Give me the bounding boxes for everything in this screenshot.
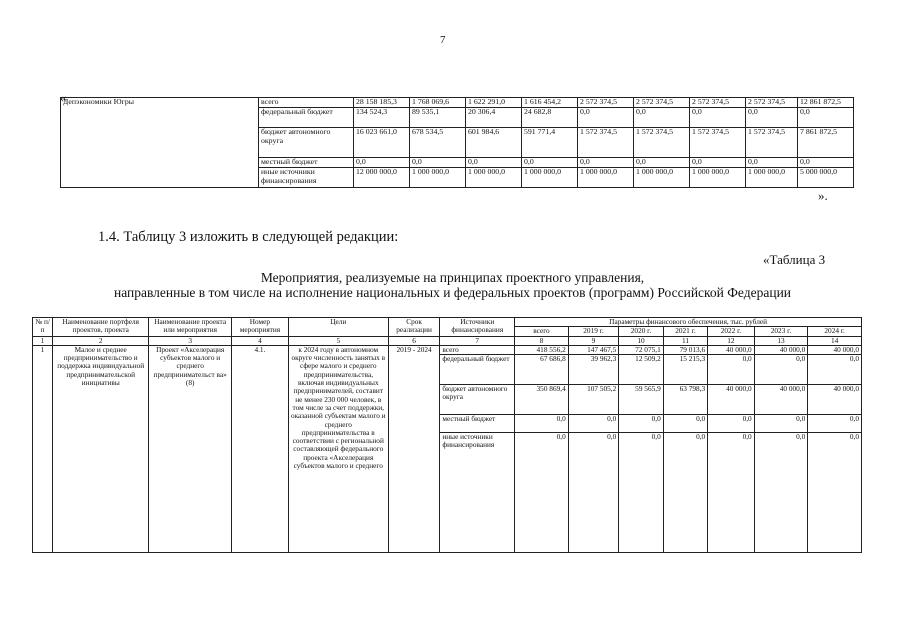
source-label: местный бюджет xyxy=(440,415,515,433)
header-sources: Источники финансирования xyxy=(440,318,515,337)
value-cell: 0,0 xyxy=(515,433,569,553)
portfolio-cell: Малое и среднее предпринимательство и поддержка индивидуальной предпринимательской инициативы xyxy=(53,345,149,552)
column-number: 3 xyxy=(149,336,232,345)
value-cell: 7 861 872,5 xyxy=(798,128,854,158)
header-period: Срок реализации xyxy=(388,318,440,337)
value-cell: 0,0 xyxy=(522,158,578,168)
value-cell: 678 534,5 xyxy=(410,128,466,158)
value-cell: 0,0 xyxy=(354,158,410,168)
value-cell: 28 158 185,3 xyxy=(354,98,410,108)
table-3 xyxy=(32,317,862,553)
value-cell: 1 000 000,0 xyxy=(410,168,466,188)
value-cell: 0,0 xyxy=(619,415,663,433)
value-cell: 0,0 xyxy=(798,158,854,168)
header-params: Параметры финансового обеспечения, тыс. рублей xyxy=(515,318,862,327)
value-cell: 0,0 xyxy=(808,433,862,553)
header-num: № п/п xyxy=(33,318,53,337)
value-cell: 1 000 000,0 xyxy=(578,168,634,188)
value-cell: 89 535,1 xyxy=(410,108,466,128)
value-cell: 0,0 xyxy=(568,433,619,553)
value-cell: 40 000,0 xyxy=(754,345,808,354)
value-cell: 1 622 291,0 xyxy=(466,98,522,108)
value-cell: 15 215,3 xyxy=(663,355,707,385)
value-cell: 0,0 xyxy=(754,433,808,553)
quote-open: « xyxy=(60,90,67,105)
org-cell: Депэкономики Югры xyxy=(61,98,259,188)
value-cell: 39 962,3 xyxy=(568,355,619,385)
table-title-line2: направленные в том числе на исполнение национальных и федеральных проектов (программ) Российской Федерации xyxy=(113,285,792,300)
previous-table-fragment xyxy=(60,97,854,188)
header-project: Наименование проекта или мероприятия xyxy=(149,318,232,337)
header-total: всего xyxy=(515,327,569,336)
value-cell: 0,0 xyxy=(754,415,808,433)
value-cell: 40 000,0 xyxy=(808,345,862,354)
value-cell: 0,0 xyxy=(798,108,854,128)
value-cell: 1 768 069,6 xyxy=(410,98,466,108)
source-label: федеральный бюджет xyxy=(440,355,515,385)
header-portfolio: Наименование портфеля проектов, проекта xyxy=(53,318,149,337)
value-cell: 63 798,3 xyxy=(663,385,707,415)
goals-cell: к 2024 году в автономном округе численность занятых в сфере малого и среднего предпринимательства, включая индивидуальных предпринимателей, составит не менее 230 000 человек, в том числе за счет поддержки, оказанной субъектам малого и среднего предпринимательства в соответствии с региональной составляющей федерального проекта «Акселерация субъектов малого и среднего xyxy=(288,345,388,552)
column-number: 7 xyxy=(440,336,515,345)
value-cell: 1 572 374,5 xyxy=(578,128,634,158)
value-cell: 0,0 xyxy=(690,158,746,168)
project-cell: Проект «Акселерация субъектов малого и среднего предпринимательст ва» (8) xyxy=(149,345,232,552)
column-number: 11 xyxy=(663,336,707,345)
event-number: 4.1. xyxy=(232,345,289,552)
source-label: бюджет автономного округа xyxy=(259,128,354,158)
value-cell: 0,0 xyxy=(663,415,707,433)
value-cell: 1 000 000,0 xyxy=(690,168,746,188)
value-cell: 350 869,4 xyxy=(515,385,569,415)
table-reference: «Таблица 3 xyxy=(763,252,826,267)
header-year: 2022 г. xyxy=(708,327,755,336)
value-cell: 0,0 xyxy=(708,355,755,385)
value-cell: 1 572 374,5 xyxy=(690,128,746,158)
value-cell: 20 306,4 xyxy=(466,108,522,128)
value-cell: 418 556,2 xyxy=(515,345,569,354)
table-row xyxy=(61,98,854,108)
column-number: 5 xyxy=(288,336,388,345)
value-cell: 1 000 000,0 xyxy=(522,168,578,188)
value-cell: 40 000,0 xyxy=(808,385,862,415)
column-number: 4 xyxy=(232,336,289,345)
value-cell: 72 075,1 xyxy=(619,345,663,354)
column-number: 6 xyxy=(388,336,440,345)
source-label: иные источники финансирования xyxy=(259,168,354,188)
value-cell: 1 000 000,0 xyxy=(634,168,690,188)
header-year: 2021 г. xyxy=(663,327,707,336)
column-number: 9 xyxy=(568,336,619,345)
source-label: иные источники финансирования xyxy=(440,433,515,553)
header-event-no: Номер мероприятия xyxy=(232,318,289,337)
header-row-1 xyxy=(33,318,862,327)
value-cell: 0,0 xyxy=(708,433,755,553)
column-number: 2 xyxy=(53,336,149,345)
value-cell: 1 000 000,0 xyxy=(466,168,522,188)
value-cell: 0,0 xyxy=(808,355,862,385)
value-cell: 24 682,8 xyxy=(522,108,578,128)
value-cell: 0,0 xyxy=(619,433,663,553)
source-label: всего xyxy=(440,345,515,354)
value-cell: 0,0 xyxy=(663,433,707,553)
header-year: 2023 г. xyxy=(754,327,808,336)
period-cell: 2019 - 2024 xyxy=(388,345,440,552)
column-number: 8 xyxy=(515,336,569,345)
header-year: 2020 г. xyxy=(619,327,663,336)
column-number: 14 xyxy=(808,336,862,345)
value-cell: 40 000,0 xyxy=(708,385,755,415)
value-cell: 0,0 xyxy=(690,108,746,128)
value-cell: 601 984,6 xyxy=(466,128,522,158)
value-cell: 2 572 374,5 xyxy=(690,98,746,108)
value-cell: 16 023 661,0 xyxy=(354,128,410,158)
value-cell: 1 000 000,0 xyxy=(746,168,798,188)
value-cell: 591 771,4 xyxy=(522,128,578,158)
value-cell: 0,0 xyxy=(746,108,798,128)
value-cell: 40 000,0 xyxy=(708,345,755,354)
value-cell: 40 000,0 xyxy=(754,385,808,415)
column-number: 10 xyxy=(619,336,663,345)
header-year: 2019 г. xyxy=(568,327,619,336)
source-label: федеральный бюджет xyxy=(259,108,354,128)
value-cell: 0,0 xyxy=(578,108,634,128)
value-cell: 0,0 xyxy=(754,355,808,385)
value-cell: 134 524,3 xyxy=(354,108,410,128)
value-cell: 1 616 454,2 xyxy=(522,98,578,108)
value-cell: 12 861 872,5 xyxy=(798,98,854,108)
value-cell: 0,0 xyxy=(578,158,634,168)
table-row xyxy=(33,345,862,354)
column-number: 1 xyxy=(33,336,53,345)
value-cell: 59 565,9 xyxy=(619,385,663,415)
value-cell: 12 509,2 xyxy=(619,355,663,385)
column-number: 13 xyxy=(754,336,808,345)
value-cell: 2 572 374,5 xyxy=(746,98,798,108)
source-label: бюджет автономного округа xyxy=(440,385,515,415)
source-label: всего xyxy=(259,98,354,108)
value-cell: 1 572 374,5 xyxy=(634,128,690,158)
value-cell: 67 686,8 xyxy=(515,355,569,385)
value-cell: 0,0 xyxy=(746,158,798,168)
value-cell: 2 572 374,5 xyxy=(578,98,634,108)
value-cell: 2 572 374,5 xyxy=(634,98,690,108)
value-cell: 0,0 xyxy=(634,108,690,128)
value-cell: 0,0 xyxy=(410,158,466,168)
value-cell: 107 505,2 xyxy=(568,385,619,415)
value-cell: 79 013,6 xyxy=(663,345,707,354)
column-number: 12 xyxy=(708,336,755,345)
value-cell: 0,0 xyxy=(808,415,862,433)
source-label: местный бюджет xyxy=(259,158,354,168)
header-year: 2024 г. xyxy=(808,327,862,336)
header-goals: Цели xyxy=(288,318,388,337)
table-title-line1: Мероприятия, реализуемые на принципах проектного управления, xyxy=(260,270,645,285)
value-cell: 0,0 xyxy=(568,415,619,433)
column-numbers-row xyxy=(33,336,862,345)
value-cell: 0,0 xyxy=(708,415,755,433)
page-number: 7 xyxy=(440,34,446,46)
value-cell: 1 572 374,5 xyxy=(746,128,798,158)
value-cell: 0,0 xyxy=(466,158,522,168)
value-cell: 5 000 000,0 xyxy=(798,168,854,188)
value-cell: 147 467,5 xyxy=(568,345,619,354)
amendment-paragraph: 1.4. Таблицу 3 изложить в следующей редакции: xyxy=(98,229,399,245)
value-cell: 0,0 xyxy=(634,158,690,168)
value-cell: 0,0 xyxy=(515,415,569,433)
row-number: 1 xyxy=(33,345,53,552)
quote-close: ». xyxy=(818,188,828,203)
value-cell: 12 000 000,0 xyxy=(354,168,410,188)
